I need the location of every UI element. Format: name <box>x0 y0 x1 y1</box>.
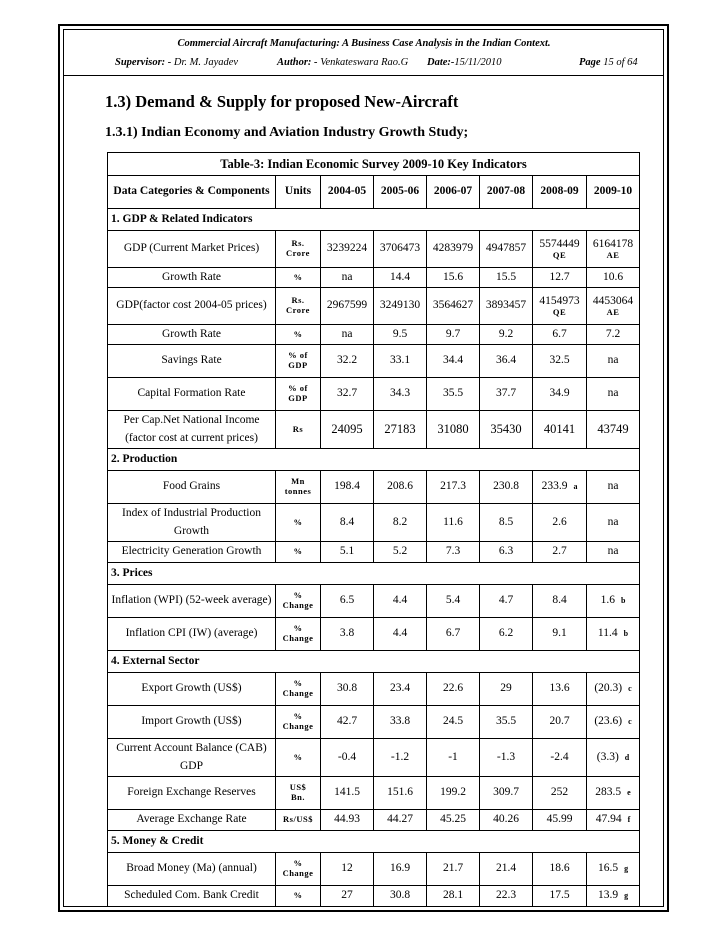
value-cell: (20.3) c <box>587 673 640 706</box>
column-header: 2009-10 <box>587 176 640 209</box>
table-header-row <box>108 176 640 209</box>
value-cell: 4947857 <box>480 231 533 268</box>
subsection-heading: 1.3.1) Indian Economy and Aviation Industry Growth Study; <box>105 125 469 140</box>
value-cell: 7.3 <box>427 542 480 563</box>
row-label: Foreign Exchange Reserves <box>108 777 276 810</box>
value-cell: 22.6 <box>427 673 480 706</box>
value-cell: na <box>587 542 640 563</box>
value-cell: 11.6 <box>427 504 480 542</box>
section-row <box>108 831 640 853</box>
value-cell: 3249130 <box>374 288 427 325</box>
page-number: Page 15 of 64 <box>579 57 638 68</box>
unit-cell: Rs <box>276 411 321 449</box>
table-row <box>108 411 640 449</box>
value-cell: 33.8 <box>374 706 427 739</box>
table-row <box>108 739 640 777</box>
row-label: Capital Formation Rate <box>108 378 276 411</box>
row-label: GDP (Current Market Prices) <box>108 231 276 268</box>
table-row <box>108 231 640 268</box>
row-label: Current Account Balance (CAB) GDP <box>108 739 276 777</box>
value-cell: 4283979 <box>427 231 480 268</box>
value-cell: 20.7 <box>533 706 587 739</box>
row-label: Per Cap.Net National Income (factor cost at current prices) <box>108 411 276 449</box>
economic-indicators-table <box>107 152 640 907</box>
value-cell: 36.4 <box>480 345 533 378</box>
value-cell: na <box>587 378 640 411</box>
row-label: Savings Rate <box>108 345 276 378</box>
row-label: Index of Industrial Production Growth <box>108 504 276 542</box>
unit-cell: Rs. Crore <box>276 231 321 268</box>
value-cell: 8.5 <box>480 504 533 542</box>
value-cell: 33.1 <box>374 345 427 378</box>
value-cell: 208.6 <box>374 471 427 504</box>
value-cell: 217.3 <box>427 471 480 504</box>
row-label: Import Growth (US$) <box>108 706 276 739</box>
value-cell: 28.1 <box>427 886 480 907</box>
table-row <box>108 288 640 325</box>
value-cell: 6164178 AE <box>587 231 640 268</box>
row-label: Inflation CPI (IW) (average) <box>108 618 276 651</box>
value-cell: 16.9 <box>374 853 427 886</box>
unit-cell: Rs. Crore <box>276 288 321 325</box>
unit-cell: % <box>276 268 321 288</box>
value-cell: 35.5 <box>427 378 480 411</box>
value-cell: 3706473 <box>374 231 427 268</box>
value-cell: na <box>587 471 640 504</box>
table-row <box>108 853 640 886</box>
unit-cell: % <box>276 542 321 563</box>
value-cell: 309.7 <box>480 777 533 810</box>
value-cell: 3239224 <box>321 231 374 268</box>
section-title: 5. Money & Credit <box>108 831 640 853</box>
column-header: 2008-09 <box>533 176 587 209</box>
value-cell: 32.5 <box>533 345 587 378</box>
value-cell: 2967599 <box>321 288 374 325</box>
value-cell: 5574449 QE <box>533 231 587 268</box>
unit-cell: US$ Bn. <box>276 777 321 810</box>
value-cell: 43749 <box>587 411 640 449</box>
value-cell: 4.4 <box>374 618 427 651</box>
value-cell: 18.6 <box>533 853 587 886</box>
value-cell: 45.99 <box>533 810 587 831</box>
value-cell: 16.5 g <box>587 853 640 886</box>
section-row <box>108 651 640 673</box>
column-header: Data Categories & Components <box>108 176 276 209</box>
unit-cell: % Change <box>276 673 321 706</box>
unit-cell: % Change <box>276 706 321 739</box>
value-cell: 27 <box>321 886 374 907</box>
unit-cell: % Change <box>276 618 321 651</box>
value-cell: 29 <box>480 673 533 706</box>
column-header: 2007-08 <box>480 176 533 209</box>
section-heading: 1.3) Demand & Supply for proposed New-Aircraft <box>105 92 459 111</box>
value-cell: 3893457 <box>480 288 533 325</box>
value-cell: na <box>587 345 640 378</box>
value-cell: 3.8 <box>321 618 374 651</box>
value-cell: 6.5 <box>321 585 374 618</box>
section-row <box>108 209 640 231</box>
value-cell: 4154973 QE <box>533 288 587 325</box>
row-label: Broad Money (Ma) (annual) <box>108 853 276 886</box>
table-row <box>108 673 640 706</box>
row-label: Growth Rate <box>108 268 276 288</box>
value-cell: 11.4 b <box>587 618 640 651</box>
value-cell: 199.2 <box>427 777 480 810</box>
value-cell: -0.4 <box>321 739 374 777</box>
value-cell: 9.2 <box>480 325 533 345</box>
value-cell: 9.1 <box>533 618 587 651</box>
row-label: Inflation (WPI) (52-week average) <box>108 585 276 618</box>
unit-cell: % <box>276 504 321 542</box>
value-cell: 24.5 <box>427 706 480 739</box>
section-title: 4. External Sector <box>108 651 640 673</box>
value-cell: 17.5 <box>533 886 587 907</box>
value-cell: 12.7 <box>533 268 587 288</box>
unit-cell: Mn tonnes <box>276 471 321 504</box>
value-cell: 7.2 <box>587 325 640 345</box>
section-row <box>108 449 640 471</box>
table-row <box>108 777 640 810</box>
value-cell: na <box>321 268 374 288</box>
value-cell: -1.3 <box>480 739 533 777</box>
value-cell: 44.27 <box>374 810 427 831</box>
value-cell: 4.7 <box>480 585 533 618</box>
value-cell: 21.7 <box>427 853 480 886</box>
table-row <box>108 618 640 651</box>
unit-cell: Rs/US$ <box>276 810 321 831</box>
value-cell: 8.4 <box>533 585 587 618</box>
value-cell: 34.4 <box>427 345 480 378</box>
column-header: Units <box>276 176 321 209</box>
row-label: Average Exchange Rate <box>108 810 276 831</box>
date-info: Date:-15/11/2010 <box>427 57 502 68</box>
value-cell: 6.7 <box>533 325 587 345</box>
table-row <box>108 542 640 563</box>
table-caption-row <box>108 153 640 176</box>
value-cell: 283.5 e <box>587 777 640 810</box>
row-label: Electricity Generation Growth <box>108 542 276 563</box>
value-cell: na <box>321 325 374 345</box>
value-cell: 4.4 <box>374 585 427 618</box>
value-cell: 35430 <box>480 411 533 449</box>
row-label: Scheduled Com. Bank Credit <box>108 886 276 907</box>
table-row <box>108 810 640 831</box>
value-cell: 2.7 <box>533 542 587 563</box>
table-row <box>108 378 640 411</box>
value-cell: 40141 <box>533 411 587 449</box>
value-cell: 32.2 <box>321 345 374 378</box>
value-cell: 15.5 <box>480 268 533 288</box>
value-cell: 45.25 <box>427 810 480 831</box>
column-header: 2006-07 <box>427 176 480 209</box>
value-cell: (3.3) d <box>587 739 640 777</box>
value-cell: 2.6 <box>533 504 587 542</box>
author-info: Author: - Venkateswara Rao.G <box>277 57 409 68</box>
value-cell: 27183 <box>374 411 427 449</box>
supervisor-info: Supervisor: - Dr. M. Jayadev <box>115 57 239 68</box>
row-label: Export Growth (US$) <box>108 673 276 706</box>
value-cell: 1.6 b <box>587 585 640 618</box>
section-row <box>108 563 640 585</box>
unit-cell: % of GDP <box>276 345 321 378</box>
table-row <box>108 886 640 907</box>
value-cell: 6.3 <box>480 542 533 563</box>
value-cell: 13.6 <box>533 673 587 706</box>
value-cell: 32.7 <box>321 378 374 411</box>
table-caption: Table-3: Indian Economic Survey 2009-10 Key Indicators <box>108 153 640 176</box>
table-row <box>108 345 640 378</box>
column-header: 2004-05 <box>321 176 374 209</box>
unit-cell: % <box>276 325 321 345</box>
header-divider <box>63 75 664 76</box>
value-cell: 34.9 <box>533 378 587 411</box>
value-cell: 40.26 <box>480 810 533 831</box>
value-cell: 21.4 <box>480 853 533 886</box>
value-cell: 6.7 <box>427 618 480 651</box>
document-title: Commercial Aircraft Manufacturing: A Business Case Analysis in the Indian Context. <box>177 38 551 49</box>
value-cell: 22.3 <box>480 886 533 907</box>
value-cell: 9.5 <box>374 325 427 345</box>
unit-cell: % Change <box>276 853 321 886</box>
value-cell: 8.2 <box>374 504 427 542</box>
table-row <box>108 706 640 739</box>
value-cell: 14.4 <box>374 268 427 288</box>
column-header: 2005-06 <box>374 176 427 209</box>
value-cell: 5.4 <box>427 585 480 618</box>
value-cell: 8.4 <box>321 504 374 542</box>
value-cell: 141.5 <box>321 777 374 810</box>
value-cell: 5.1 <box>321 542 374 563</box>
row-label: GDP(factor cost 2004-05 prices) <box>108 288 276 325</box>
value-cell: 30.8 <box>321 673 374 706</box>
value-cell: 34.3 <box>374 378 427 411</box>
value-cell: 12 <box>321 853 374 886</box>
value-cell: 9.7 <box>427 325 480 345</box>
table-row <box>108 471 640 504</box>
value-cell: 230.8 <box>480 471 533 504</box>
table-row <box>108 268 640 288</box>
value-cell: 6.2 <box>480 618 533 651</box>
unit-cell: % <box>276 739 321 777</box>
table-row <box>108 325 640 345</box>
value-cell: 4453064 AE <box>587 288 640 325</box>
value-cell: 15.6 <box>427 268 480 288</box>
value-cell: 42.7 <box>321 706 374 739</box>
value-cell: 198.4 <box>321 471 374 504</box>
value-cell: -1.2 <box>374 739 427 777</box>
section-title: 1. GDP & Related Indicators <box>108 209 640 231</box>
section-title: 2. Production <box>108 449 640 471</box>
value-cell: 30.8 <box>374 886 427 907</box>
value-cell: 151.6 <box>374 777 427 810</box>
value-cell: 47.94 f <box>587 810 640 831</box>
value-cell: 31080 <box>427 411 480 449</box>
value-cell: -1 <box>427 739 480 777</box>
value-cell: 44.93 <box>321 810 374 831</box>
table-row <box>108 585 640 618</box>
row-label: Food Grains <box>108 471 276 504</box>
value-cell: na <box>587 504 640 542</box>
value-cell: (23.6) c <box>587 706 640 739</box>
value-cell: 233.9 a <box>533 471 587 504</box>
row-label: Growth Rate <box>108 325 276 345</box>
unit-cell: % Change <box>276 585 321 618</box>
section-title: 3. Prices <box>108 563 640 585</box>
value-cell: 35.5 <box>480 706 533 739</box>
value-cell: 252 <box>533 777 587 810</box>
unit-cell: % <box>276 886 321 907</box>
table-row <box>108 504 640 542</box>
value-cell: -2.4 <box>533 739 587 777</box>
value-cell: 37.7 <box>480 378 533 411</box>
value-cell: 5.2 <box>374 542 427 563</box>
value-cell: 23.4 <box>374 673 427 706</box>
unit-cell: % of GDP <box>276 378 321 411</box>
value-cell: 3564627 <box>427 288 480 325</box>
value-cell: 13.9 g <box>587 886 640 907</box>
value-cell: 24095 <box>321 411 374 449</box>
value-cell: 10.6 <box>587 268 640 288</box>
